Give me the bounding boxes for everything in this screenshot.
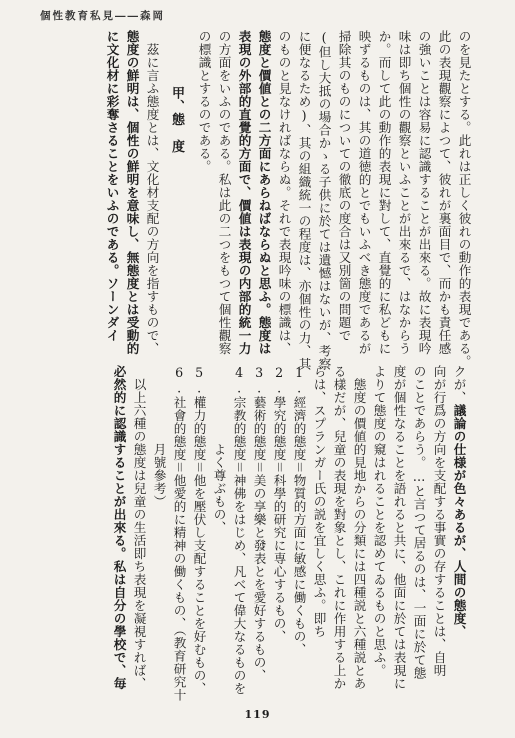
text-column — [452, 365, 465, 638]
text-column: 表現の外部的直覺的方面で、價値は表現の内部的統一力 — [236, 30, 252, 355]
text-column: 1.經濟的態度＝物質的方面に敏感に働くもの、 — [291, 365, 307, 656]
text-column: 態度の鮮明は、個性の鮮明を意味し、無態度とは受動的 — [124, 30, 140, 355]
text-column: らは、スプランガー氏の説を宜しく思ふ。即ち — [311, 365, 327, 638]
text-column: 此の表現觀察によつて、彼れが裏面目で、而かも責任感 — [436, 30, 452, 355]
text-column: 向が行爲の方向を支配する事實の存することは、自明 — [431, 365, 447, 677]
text-column: の方面をいふのである。私は此の二つをもつて個性觀察 — [216, 30, 232, 355]
text-column: よく尊ぶもの、 — [211, 365, 227, 534]
text-column: のものと見なければならぬ。それで表現吟味の標識は、 — [276, 30, 292, 355]
text-column: 味は即ち個性の觀察といふことが出來るで、はなからう — [396, 30, 412, 355]
text-column: (但し大抵の場合かゝる子供に於ては遺憾はないが、考察 — [316, 30, 332, 371]
text-column: よりて態度の窺はれることを認めてゐるものと思ふ。 — [371, 365, 387, 677]
text-fragment-bold: 議論の仕様が色々あるが、人間の態度、 — [451, 404, 467, 638]
text-column: に便なるため)、其の組織統一の程度は、亦個性の力、其 — [296, 30, 312, 371]
text-column: 3.藝術的態度＝美の享樂と發表とを愛好するもの、 — [251, 365, 267, 682]
text-column: る樣だが、兒童の表現を對象とし、これに作用する上か — [331, 365, 347, 690]
text-column: のことであらう。…と言つて居るのは、一面に於て態 — [411, 365, 427, 680]
text-column: 2.學究的態度＝科學的研究に専心するもの、 — [271, 365, 287, 643]
running-head: 個性教育私見――森岡 — [40, 10, 165, 22]
text-column: の標識とするのである。 — [196, 30, 212, 173]
text-column: 以上六種の態度は兒童の生活即ち表現を凝視すれば、 — [131, 365, 147, 690]
text-column: 6.社會的態度＝他愛的に精神の働くもの、（教育研究十 — [171, 365, 187, 702]
page-number: 119 — [244, 708, 271, 721]
text-column: 映ずるものは、其の道徳的とでもいふべき態度であるが — [356, 30, 372, 355]
text-fragment: クが、 — [451, 365, 467, 404]
text-column: 態度と價値との二方面にあらねばならぬと思ふ。態度は — [256, 30, 272, 355]
text-column: 4.宗教的態度＝神佛をはじめ、凡べて偉大なるものを — [231, 365, 247, 695]
text-column: の強いことは容易に認識することが出來る。故に表現吟 — [416, 30, 432, 355]
text-column: に文化材に彩奪さることをいふのである。ソーンダイ — [104, 30, 120, 342]
section-heading: 甲、態 度 — [169, 86, 184, 153]
text-column: 必然的に認識することが出來る。私は自分の學校で、毎 — [111, 365, 127, 690]
text-column: 掃除其のものについての徹底の度合は又別箇の問題で — [336, 30, 352, 342]
text-column: 月號參考） — [151, 365, 167, 508]
text-column: のを見たとする。此れは正しく彼れの動作的表現である。 — [456, 30, 472, 368]
text-column: 態度の價値的見地からの分類には四種説と六種説とあ — [351, 365, 367, 690]
text-column: か。而して此の動作的表現に對して、直覺的に私どもに — [376, 30, 392, 355]
text-column: 5.權力的態度＝他を壓伏し支配することを好むもの、 — [191, 365, 207, 695]
text-column: 茲に言ふ態度とは、文化材支配の方向を指すもので、 — [144, 30, 160, 355]
text-column: 度が個性なることを語れると共に、他面に於ては表現に — [391, 365, 407, 690]
